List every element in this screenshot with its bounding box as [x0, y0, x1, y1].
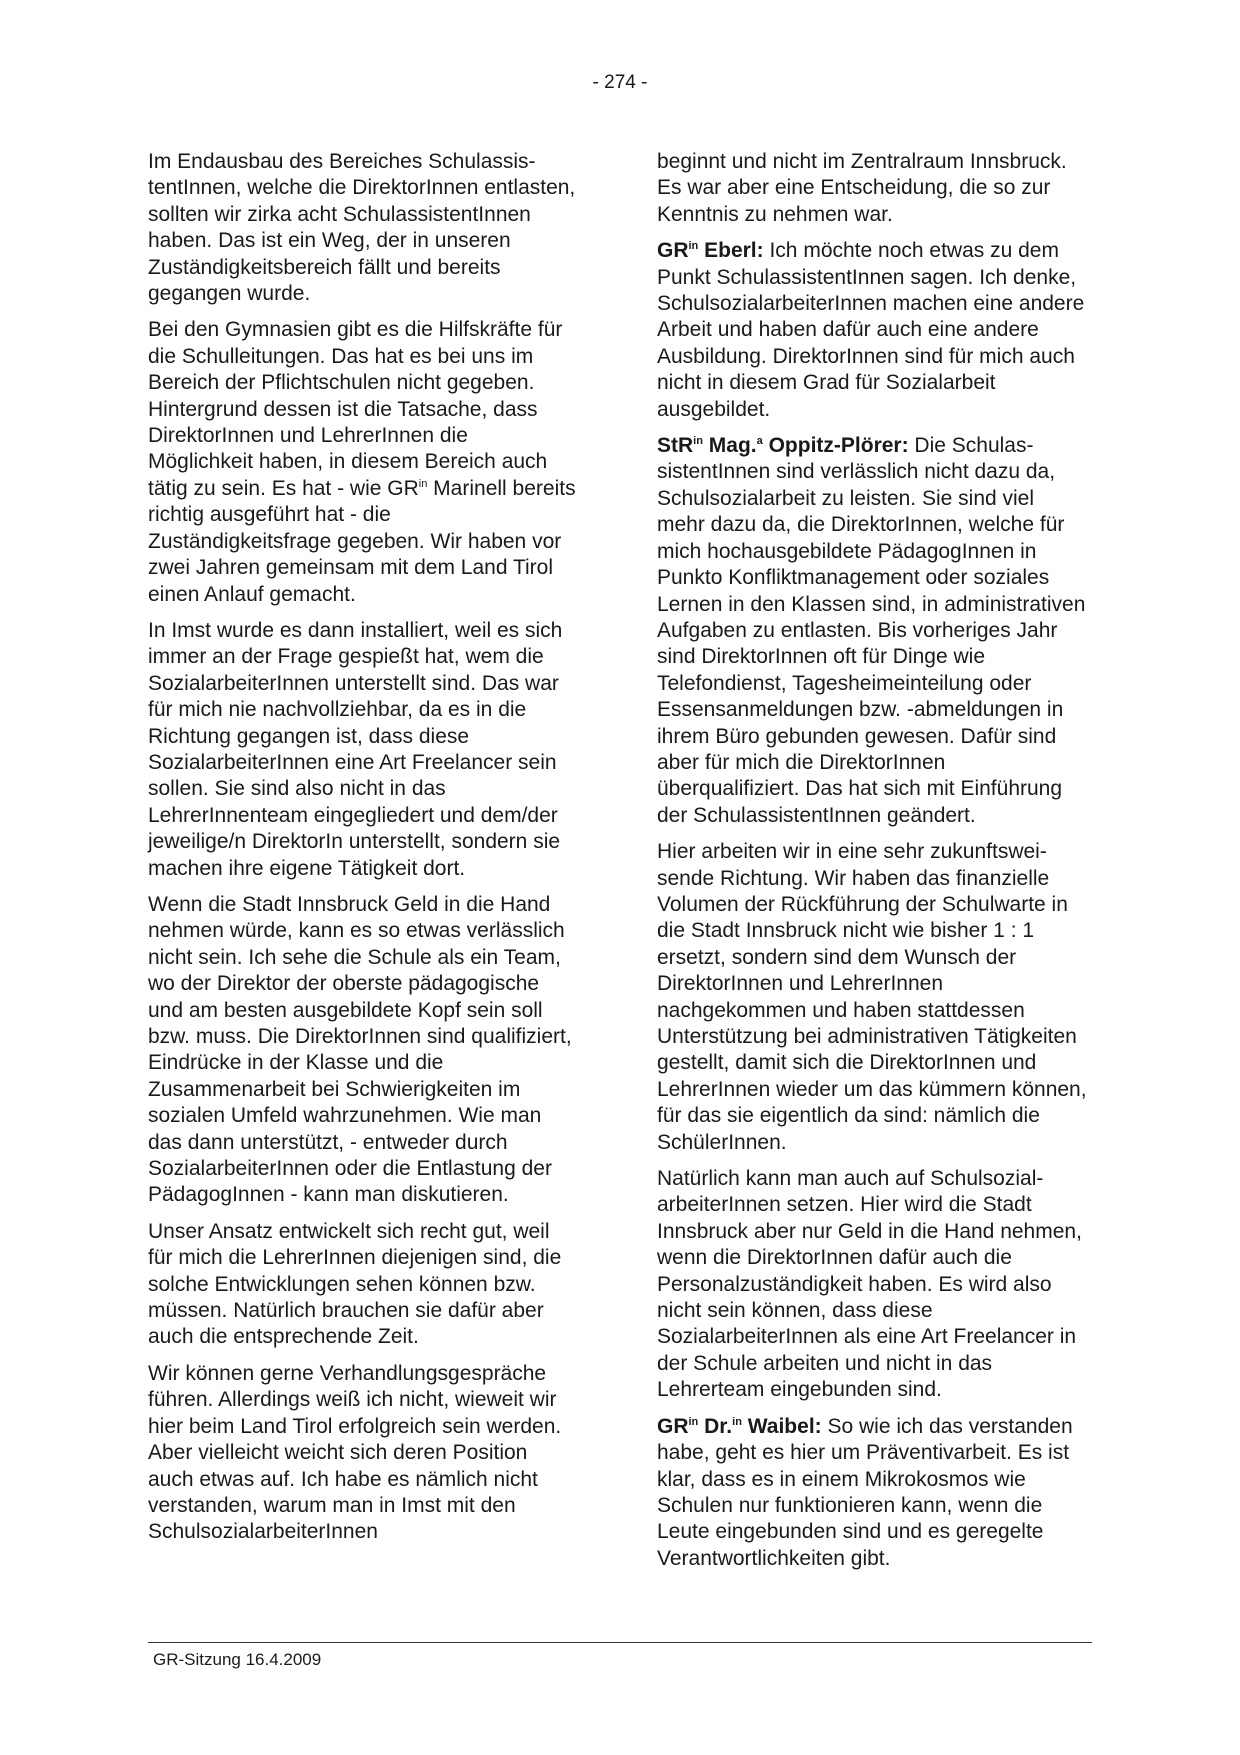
superscript: a	[756, 435, 763, 448]
speaker-title: GR	[657, 1414, 689, 1438]
speech-waibel	[657, 1414, 1087, 1572]
speech-eberl	[657, 238, 1087, 423]
speaker-surname: Eberl:	[698, 239, 764, 263]
speaker-name	[657, 1415, 822, 1438]
footer-divider	[148, 1642, 1092, 1643]
paragraph: Wir können gerne Verhandlungsgespräche führen. Allerdings weiß ich nicht, wieweit wir hier beim Land Tirol erfolgreich sein werden. Aber vielleicht weicht sich deren Position auch etwas auf. Ich habe es nämlich nicht verstanden, warum man in Imst mit den SchulsozialarbeiterInnen	[148, 1361, 562, 1544]
paragraph	[148, 317, 578, 607]
paragraph: Im Endausbau des Bereiches SchulassistentInnen, welche die DirektorInnen entlasten, sollten wir zirka acht SchulassistentInnen haben. Das ist ein Weg, der in unseren Zuständigkeitsbereich fällt und bereits gegangen wurde.	[148, 150, 576, 306]
paragraph: Hier arbeiten wir in eine sehr zukunftsweisende Richtung. Wir haben das finanzielle Volumen der Rückführung der Schulwarte in die Stadt Innsbruck nicht wie bisher 1 : 1 ersetzt, sondern sind dem Wunsch der DirektorInnen und LehrerInnen nachgekommen und haben stattdessen Unterstützung bei administrativen Tätigkeiten gestellt, damit sich die DirektorInnen und LehrerInnen wieder um das kümmern können, für das sie eigentlich da sind: nämlich die SchülerInnen.	[657, 840, 1087, 1154]
right-column	[657, 149, 1087, 1582]
speaker-title: GR	[657, 239, 689, 263]
speech-text: Ich möchte noch etwas zu dem Punkt SchulassistentInnen sagen. Ich denke, SchulsozialarbeiterInnen machen eine andere Arbeit und haben dafür auch eine andere Ausbildung. DirektorInnen sind für mich auch nicht in diesem Grad für Sozialarbeit ausgebildet.	[657, 239, 1085, 421]
page-number: - 274 -	[592, 72, 648, 93]
speaker-name	[657, 239, 764, 262]
speaker-name	[657, 434, 909, 457]
paragraph: Natürlich kann man auch auf SchulsozialarbeiterInnen setzen. Hier wird die Stadt Innsbruck aber nur Geld in die Hand nehmen, wenn die DirektorInnen dafür auch die Personalzuständigkeit haben. Es wird also nicht sein können, dass diese SozialarbeiterInnen als eine Art Freelancer in der Schule arbeiten und nicht in das Lehrerteam eingebunden sind.	[657, 1167, 1082, 1402]
superscript: in	[418, 477, 428, 490]
speech-oppitz-ploerer	[657, 433, 1087, 829]
superscript: in	[693, 435, 703, 448]
paragraph: Wenn die Stadt Innsbruck Geld in die Hand nehmen würde, kann es so etwas verlässlich nicht sein. Ich sehe die Schule als ein Team, wo der Direktor der oberste pädagogische und am besten ausgebildete Kopf sein soll bzw. muss. Die DirektorInnen sind qualifiziert, Eindrücke in der Klasse und die Zusammenarbeit bei Schwierigkeiten im sozialen Umfeld wahrzunehmen. Wie man das dann unterstützt, - entweder durch SozialarbeiterInnen oder die Entlastung der PädagogInnen - kann man diskutieren.	[148, 892, 572, 1207]
speech-text: Die SchulassistentInnen sind verlässlich nicht dazu da, Schulsozialarbeit zu leisten. Sie sind viel mehr dazu da, die DirektorInnen, welche für mich hochausgebildete PädagogInnen in Punkto Konfliktmanagement oder soziales Lernen in den Klassen sind, in administrativen Aufgaben zu entlasten. Bis vorheriges Jahr sind DirektorInnen oft für Dinge wie Telefondienst, Tagesheimeinteilung oder Essensanmeldungen bzw. -abmeldungen in ihrem Büro gebunden gewesen. Dafür sind aber für mich die DirektorInnen überqualifiziert. Das hat sich mit Einführung der SchulassistentInnen geändert.	[657, 434, 1086, 827]
speaker-degree: Mag.	[702, 434, 757, 458]
speaker-surname: Oppitz-Plörer:	[762, 434, 909, 458]
paragraph-text: Marinell bereits richtig ausgeführt hat - die Zuständigkeitsfrage gegeben. Wir haben vor zwei Jahren gemeinsam mit dem Land Tirol einen Anlauf gemacht.	[148, 476, 576, 606]
paragraph: beginnt und nicht im Zentralraum Innsbruck. Es war aber eine Entscheidung, die so zur Kenntnis zu nehmen war.	[657, 150, 1067, 226]
paragraph: Unser Ansatz entwickelt sich recht gut, weil für mich die LehrerInnen diejenigen sind, die solche Entwicklungen sehen können bzw. müssen. Natürlich brauchen sie dafür aber auch die entsprechende Zeit.	[148, 1219, 562, 1349]
speech-text: So wie ich das verstanden habe, geht es hier um Präventivarbeit. Es ist klar, dass es in einem Mikrokosmos wie Schulen nur funktionieren kann, wenn die Leute eingebunden sind und es geregelte Verantwortlichkeiten gibt.	[657, 1414, 1073, 1570]
superscript: in	[688, 240, 699, 253]
paragraph-text: Bei den Gymnasien gibt es die Hilfskräfte für die Schulleitungen. Das hat es bei uns im Bereich der Pflichtschulen nicht gegeben. Hintergrund dessen ist die Tatsache, dass DirektorInnen und LehrerInnen die Möglichkeit haben, in diesem Bereich auch tätig zu sein. Es hat - wie GR	[148, 318, 563, 500]
speaker-surname: Waibel:	[741, 1414, 822, 1438]
superscript: in	[732, 1415, 742, 1428]
left-column	[148, 149, 578, 1556]
speaker-title: StR	[657, 434, 694, 458]
paragraph: In Imst wurde es dann installiert, weil es sich immer an der Frage gespießt hat, wem die SozialarbeiterInnen unterstellt sind. Das war für mich nie nachvollziehbar, da es in die Richtung gegangen ist, dass diese SozialarbeiterInnen eine Art Freelancer sein sollen. Sie sind also nicht in das LehrerInnenteam eingegliedert und dem/der jeweilige/n DirektorIn unterstellt, sondern sie machen ihre eigene Tätigkeit dort.	[148, 618, 563, 880]
speaker-degree: Dr.	[698, 1414, 733, 1438]
footer-text: GR-Sitzung 16.4.2009	[153, 1650, 322, 1669]
superscript: in	[688, 1415, 699, 1428]
